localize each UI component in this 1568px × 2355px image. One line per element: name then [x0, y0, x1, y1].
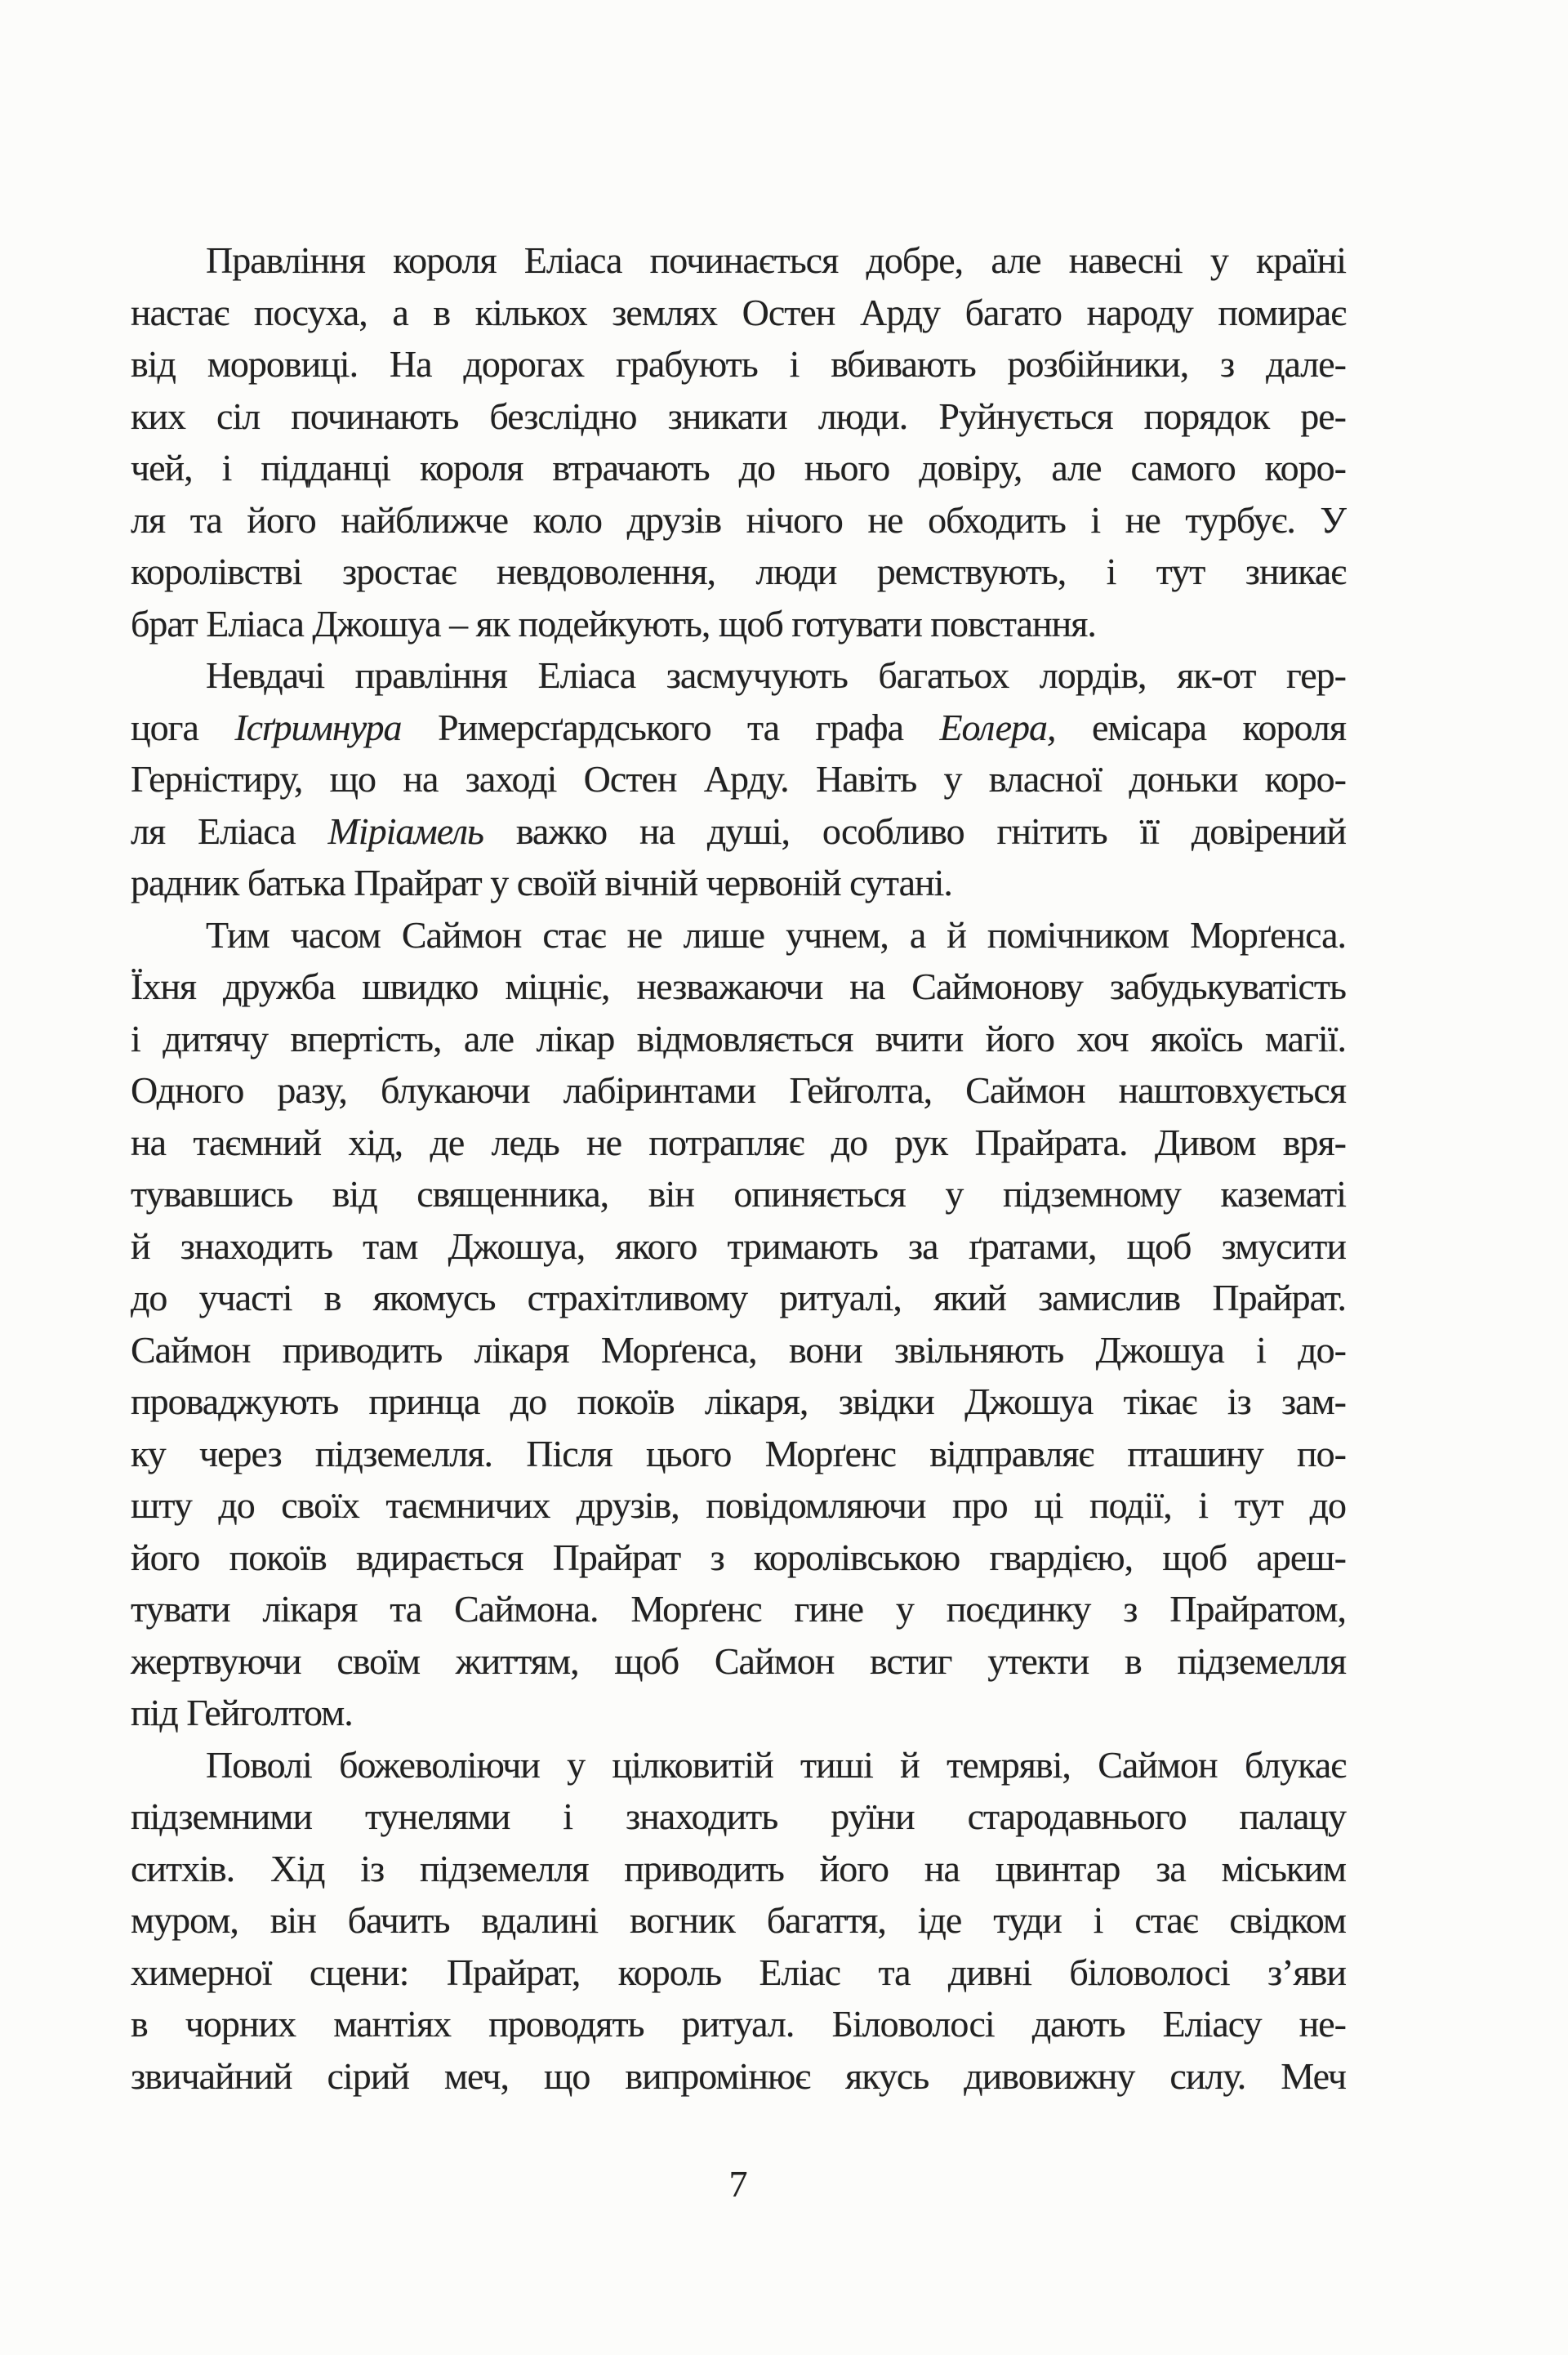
text-line	[131, 1220, 1346, 1273]
text-line	[131, 1843, 1346, 1895]
text-line	[131, 961, 1346, 1013]
text-segment: на таємний хід, де ледь не потрапляє до рук Прайрата. Дивом вря-	[131, 1121, 1346, 1163]
text-segment: в чорних мантіях проводять ритуал. Біловолосі дають Еліасу не-	[131, 2003, 1346, 2045]
text-line	[131, 1324, 1346, 1376]
text-segment: звичайний сірий меч, що випромінює якусь дивовижну силу. Меч	[131, 2054, 1346, 2097]
italic-text-segment: Еолера,	[939, 706, 1056, 748]
text-line	[131, 1272, 1346, 1324]
text-segment: і дитячу впертість, але лікар відмовляється вчити його хоч якоїсь магії.	[131, 1017, 1346, 1059]
text-line	[131, 1791, 1346, 1843]
text-line	[131, 1998, 1346, 2050]
text-segment: Римерсґардського та графа	[401, 706, 940, 748]
italic-text-segment: Міріамель	[327, 810, 483, 852]
text-segment: шту до своїх таємничих друзів, повідомляючи про ці події, і тут до	[131, 1484, 1346, 1526]
text-line	[131, 909, 1346, 961]
text-line	[131, 442, 1346, 494]
text-line	[131, 702, 1346, 754]
text-segment: настає посуха, а в кількох землях Остен Арду багато народу помирає	[131, 291, 1346, 333]
text-segment: проваджують принца до покоїв лікаря, звідки Джошуа тікає із зам-	[131, 1380, 1346, 1422]
text-segment: Їхня дружба швидко міцніє, незважаючи на Саймонову забудькуватість	[131, 966, 1346, 1007]
text-segment: Невдачі правління Еліаса засмучують багатьох лордів, як-от гер-	[206, 654, 1346, 696]
text-line	[131, 1635, 1346, 1688]
text-segment: жертвуючи своїм життям, щоб Саймон встиг утекти в підземелля	[131, 1639, 1346, 1682]
text-line	[131, 1947, 1346, 1999]
text-segment: до участі в якомусь страхітливому ритуалі, який замислив Прайрат.	[131, 1277, 1346, 1318]
page-text-block	[131, 234, 1346, 2102]
text-segment: його покоїв вдирається Прайрат з королівською гвардією, щоб ареш-	[131, 1536, 1346, 1578]
text-segment: тувати лікаря та Саймона. Морґенс гине у поєдинку з Прайратом,	[131, 1588, 1346, 1630]
text-line	[131, 234, 1346, 287]
text-segment: ситхів. Хід із підземелля приводить його на цвинтар за міським	[131, 1847, 1346, 1889]
text-line	[131, 1064, 1346, 1117]
text-segment: муром, він бачить вдалині вогник багаття, іде туди і стає свідком	[131, 1899, 1346, 1941]
text-segment: радник батька Прайрат у своїй вічній червоній сутані.	[131, 862, 952, 903]
text-segment: цога	[131, 706, 235, 748]
text-segment: Герністиру, що на заході Остен Арду. Навіть у власної доньки коро-	[131, 758, 1346, 800]
text-line	[131, 1532, 1346, 1584]
text-segment: емісара короля	[1055, 706, 1347, 748]
text-segment: брат Еліаса Джошуа – як подейкують, щоб готувати повстання.	[131, 602, 1096, 645]
text-segment: ку через підземелля. Після цього Морґенс відправляє пташину по-	[131, 1432, 1346, 1474]
italic-text-segment: Ісґримнура	[234, 706, 402, 748]
text-segment: ля та його найближче коло друзів нічого не обходить і не турбує. У	[131, 498, 1346, 541]
text-line	[131, 546, 1346, 598]
text-segment: Правління короля Еліаса починається добре, але навесні у країні	[206, 239, 1346, 281]
text-line	[131, 338, 1346, 390]
text-line	[131, 1428, 1346, 1480]
text-line	[131, 1583, 1346, 1635]
text-line	[131, 805, 1346, 858]
page-number: 7	[728, 2163, 748, 2205]
text-line	[131, 1168, 1346, 1220]
text-segment: Поволі божеволіючи у цілковитій тиші й темряві, Саймон блукає	[206, 1743, 1346, 1786]
text-line	[131, 1479, 1346, 1532]
text-line	[131, 753, 1346, 805]
text-line	[131, 1739, 1346, 1791]
text-line	[131, 1013, 1346, 1065]
text-segment: підземними тунелями і знаходить руїни стародавнього палацу	[131, 1795, 1346, 1837]
text-segment: ких сіл починають безслідно зникати люди. Руйнується порядок ре-	[131, 395, 1346, 437]
text-segment: королівстві зростає невдоволення, люди ремствують, і тут зникає	[131, 551, 1346, 592]
text-segment: чей, і підданці короля втрачають до нього довіру, але самого коро-	[131, 447, 1346, 488]
text-segment: від моровиці. На дорогах грабують і вбивають розбійники, з дале-	[131, 343, 1346, 385]
text-line	[131, 2050, 1346, 2103]
text-segment: ля Еліаса	[131, 810, 328, 852]
text-segment: й знаходить там Джошуа, якого тримають за ґратами, щоб змусити	[131, 1224, 1346, 1267]
text-line	[131, 1376, 1346, 1428]
text-segment: Тим часом Саймон стає не лише учнем, а й помічником Морґенса.	[206, 913, 1346, 956]
text-segment: важко на душі, особливо гнітить її довірений	[483, 810, 1346, 852]
text-line	[131, 390, 1346, 443]
text-segment: Одного разу, блукаючи лабіринтами Гейголта, Саймон наштовхується	[131, 1069, 1346, 1111]
text-line	[131, 1117, 1346, 1169]
text-line	[131, 287, 1346, 339]
text-line	[131, 649, 1346, 702]
text-line	[131, 1894, 1346, 1947]
text-segment: химерної сцени: Прайрат, король Еліас та дивні біловолосі з’яви	[131, 1951, 1346, 1993]
text-segment: Саймон приводить лікаря Морґенса, вони звільняють Джошуа і до-	[131, 1328, 1346, 1371]
text-segment: під Гейголтом.	[131, 1692, 353, 1733]
text-segment: тувавшись від священника, він опиняється у підземному казематі	[131, 1173, 1346, 1215]
text-line	[131, 494, 1346, 546]
text-line	[131, 598, 1346, 650]
text-line	[131, 1687, 1346, 1739]
text-line	[131, 857, 1346, 909]
